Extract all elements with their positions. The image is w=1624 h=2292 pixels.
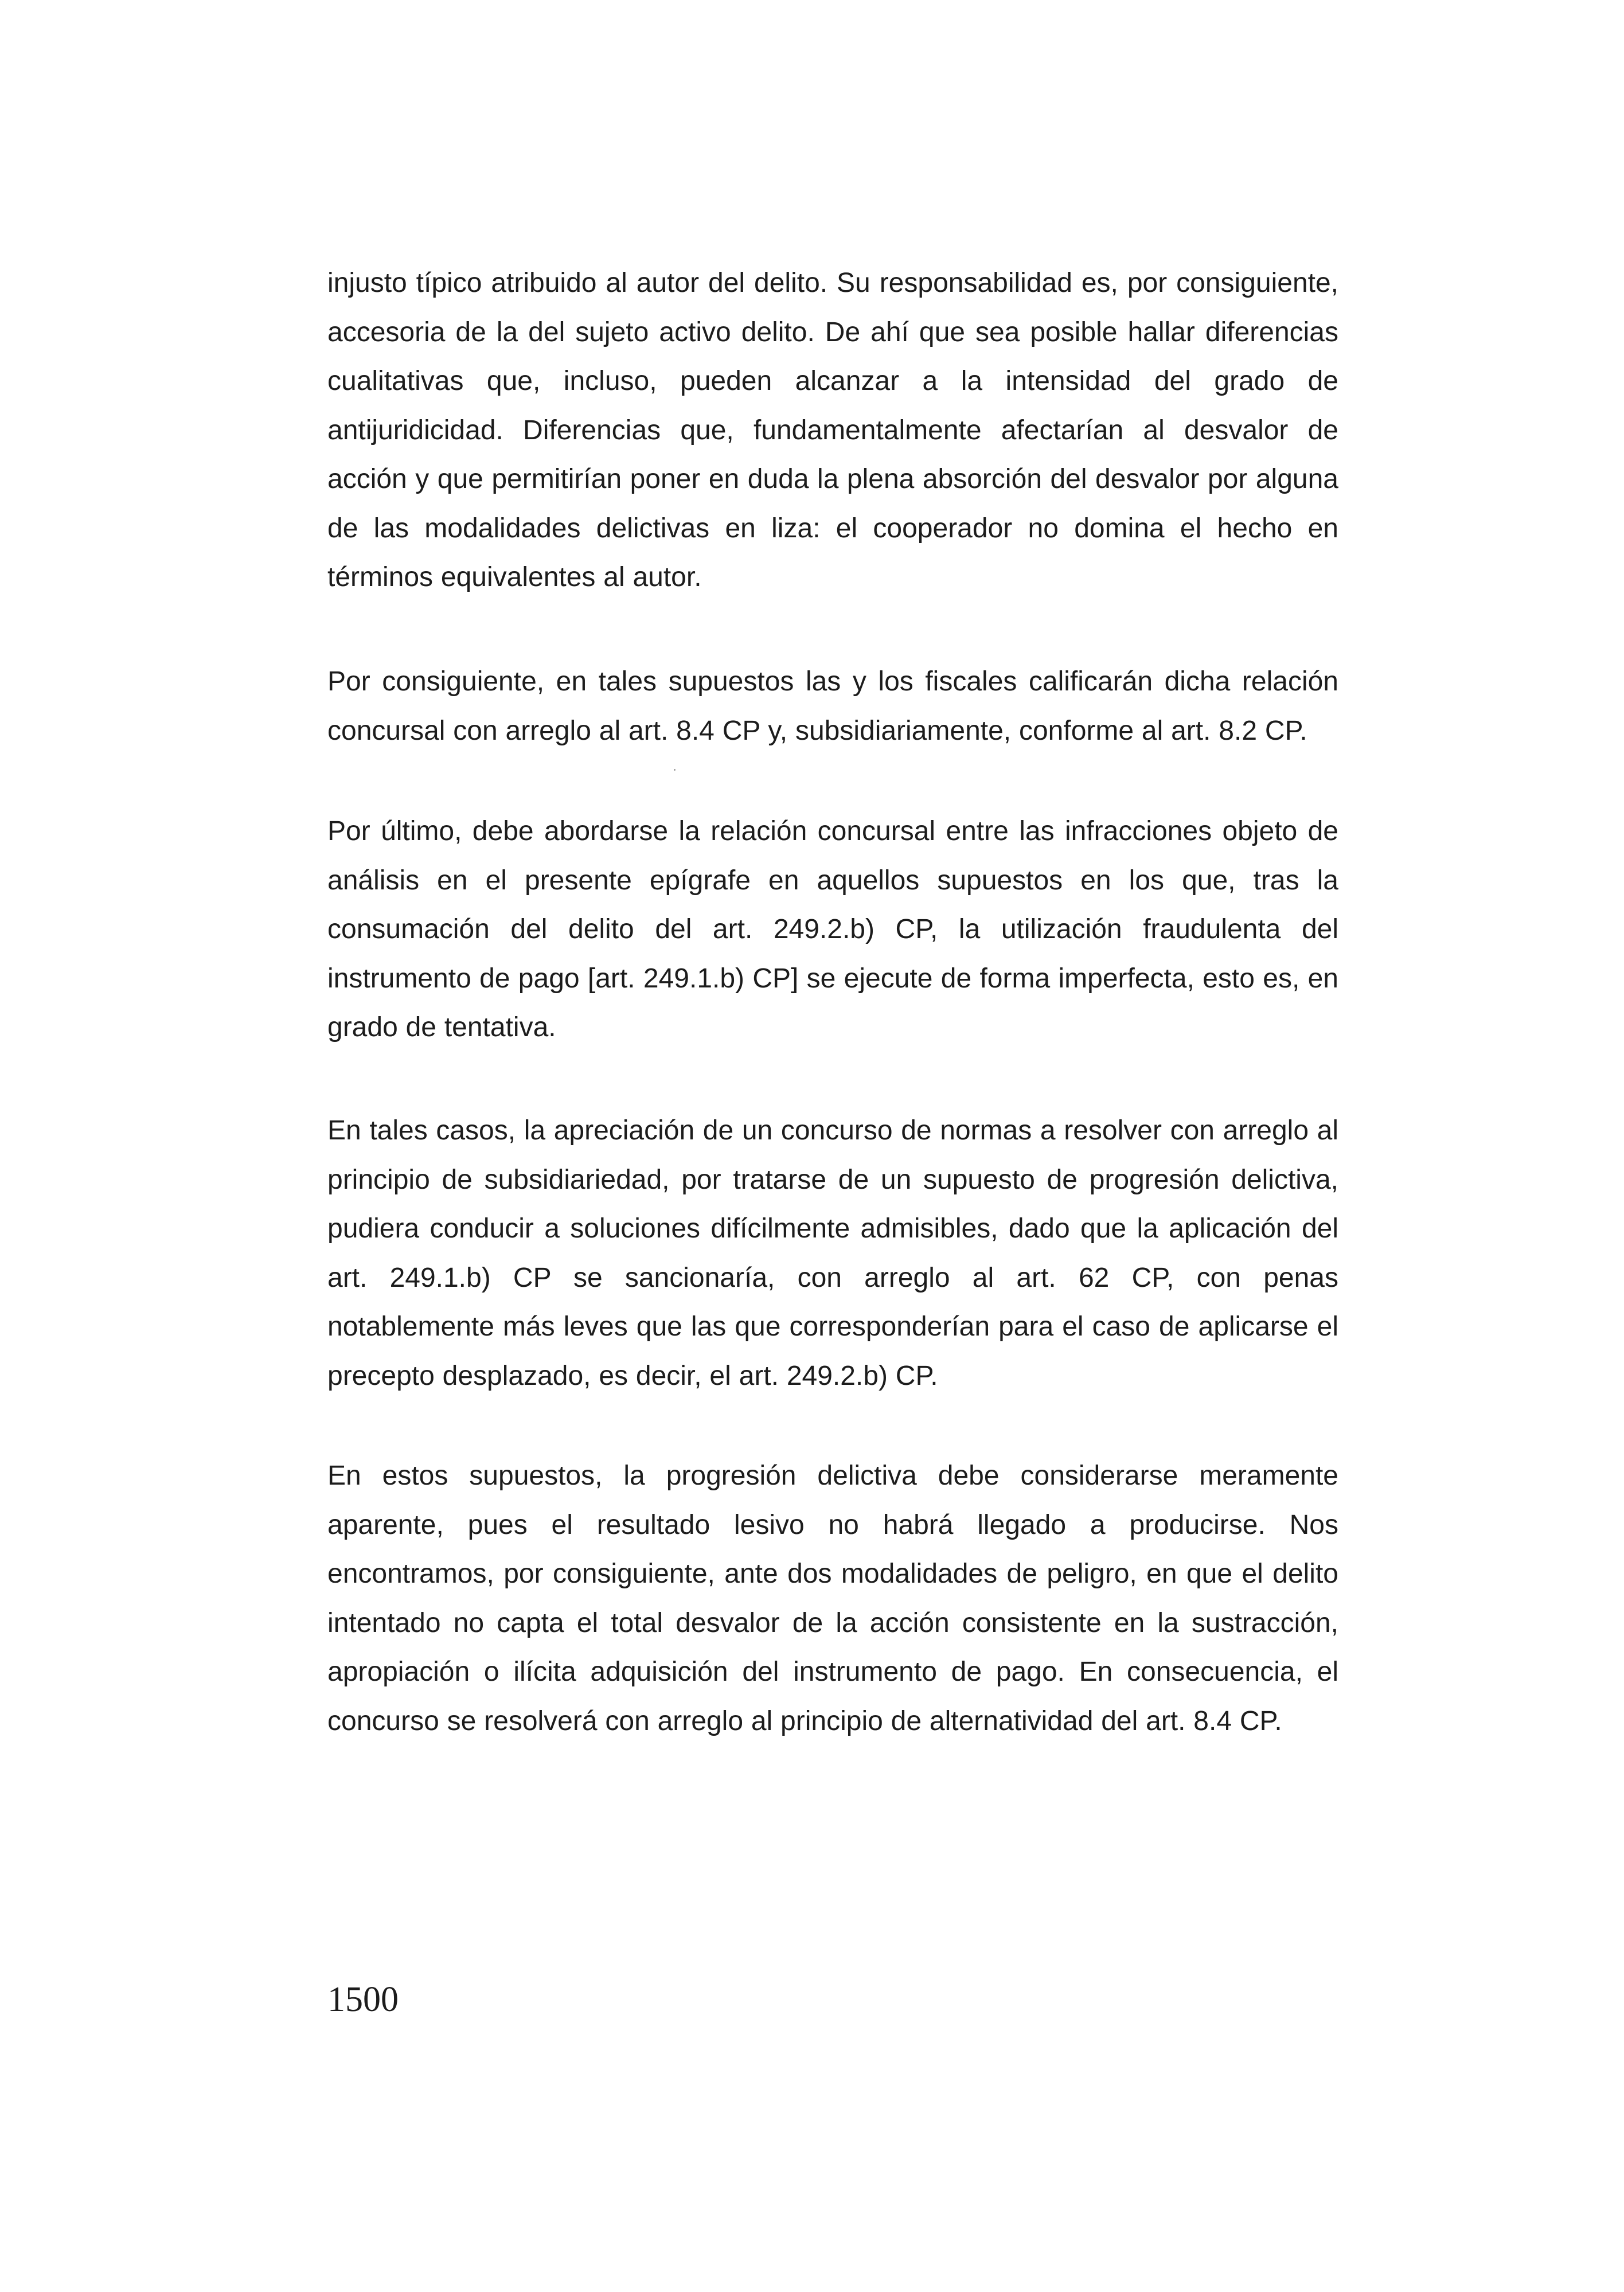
paragraph-1: injusto típico atribuido al autor del delito. Su responsabilidad es, por consiguiente, accesoria de la del sujeto activo delito. De ahí que sea posible hallar diferencias cualitativas que, incluso, pueden alcanzar a la intensidad del grado de antijuridicidad. Diferencias que, fundamentalmente afectarían al desvalor de acción y que permitirían poner en duda la plena absorción del desvalor por alguna de las modalidades delictivas en liza: el cooperador no domina el hecho en términos equivalentes al autor.	[327, 268, 1338, 592]
paragraph-4: En tales casos, la apreciación de un concurso de normas a resolver con arreglo al principio de subsidiariedad, por tratarse de un supuesto de progresión delictiva, pudiera conducir a soluciones difícilmente admisibles, dado que la aplicación del art. 249.1.b) CP se sancionaría, con arreglo al art. 62 CP, con penas notablemente más leves que las que corresponderían para el caso de aplicarse el precepto desplazado, es decir, el art. 249.2.b) CP.	[327, 1115, 1338, 1391]
scan-speck	[674, 769, 676, 771]
paragraph-3: Por último, debe abordarse la relación concursal entre las infracciones objeto de análisis en el presente epígrafe en aquellos supuestos en los que, tras la consumación del delito del art. 249.2.b) CP, la utilización fraudulenta del instrumento de pago [art. 249.1.b) CP] se ejecute de forma imperfecta, esto es, en grado de tentativa.	[327, 816, 1338, 1042]
paragraph-2: Por consiguiente, en tales supuestos las y los fiscales calificarán dicha relación concursal con arreglo al art. 8.4 CP y, subsidiariamente, conforme al art. 8.2 CP.	[327, 666, 1338, 746]
page-number: 1500	[327, 1980, 399, 2019]
paragraph-5: En estos supuestos, la progresión delictiva debe considerarse meramente aparente, pues el resultado lesivo no habrá llegado a producirse. Nos encontramos, por consiguiente, ante dos modalidades de peligro, en que el delito intentado no capta el total desvalor de la acción consistente en la sustracción, apropiación o ilícita adquisición del instrumento de pago. En consecuencia, el concurso se resolverá con arreglo al principio de alternatividad del art. 8.4 CP.	[327, 1461, 1338, 1736]
